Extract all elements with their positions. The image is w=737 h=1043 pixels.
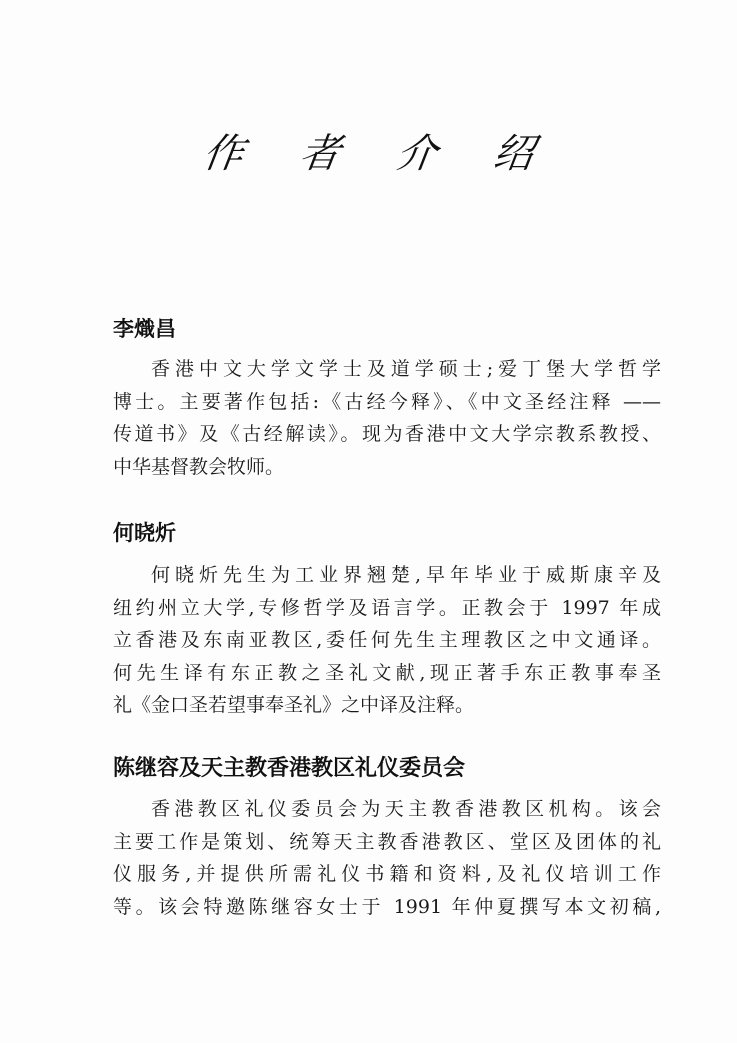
bio-line: 香港中文大学文学士及道学硕士;爱丁堡大学哲学 xyxy=(151,358,661,380)
author-name: 陈继容及天主教香港教区礼仪委员会 xyxy=(113,755,466,781)
bio-line: 主要工作是策划、统筹天主教香港教区、堂区及团体的礼 xyxy=(113,830,661,853)
bio-line: 中华基督教会牧师。 xyxy=(113,455,285,478)
author-section-ho xyxy=(113,516,661,722)
bio-line: 香港教区礼仪委员会为天主教香港教区机构。该会 xyxy=(151,798,661,820)
author-section-liturgy-commission xyxy=(113,751,661,923)
bio-line: 立香港及东南亚教区,委任何先生主理教区之中文通译。 xyxy=(113,629,661,652)
bio-line: 博士。主要著作包括:《古经今释》、《中文圣经注释 —— xyxy=(113,390,661,413)
author-name: 何晓炘 xyxy=(113,520,176,545)
author-name: 李熾昌 xyxy=(113,316,176,341)
bio-line: 传道书》及《古经解读》。现为香港中文大学宗教系教授、 xyxy=(113,423,661,446)
author-bio xyxy=(113,559,661,722)
bio-line: 等。该会特邀陈继容女士于 1991 年仲夏撰写本文初稿, xyxy=(113,895,661,918)
author-bio xyxy=(113,353,661,483)
author-section-li xyxy=(113,312,661,483)
bio-line: 仪服务,并提供所需礼仪书籍和资料,及礼仪培训工作 xyxy=(113,863,661,886)
author-bio xyxy=(113,793,661,923)
bio-line: 纽约州立大学,专修哲学及语言学。正教会于 1997 年成 xyxy=(113,596,661,619)
page-title: 作 者 介 绍 xyxy=(200,131,559,177)
bio-line: 礼《金口圣若望事奉圣礼》之中译及注释。 xyxy=(113,694,475,717)
bio-line: 何先生译有东正教之圣礼文献,现正著手东正教事奉圣 xyxy=(113,661,661,684)
bio-line: 何晓炘先生为工业界翘楚,早年毕业于威斯康辛及 xyxy=(151,564,661,586)
